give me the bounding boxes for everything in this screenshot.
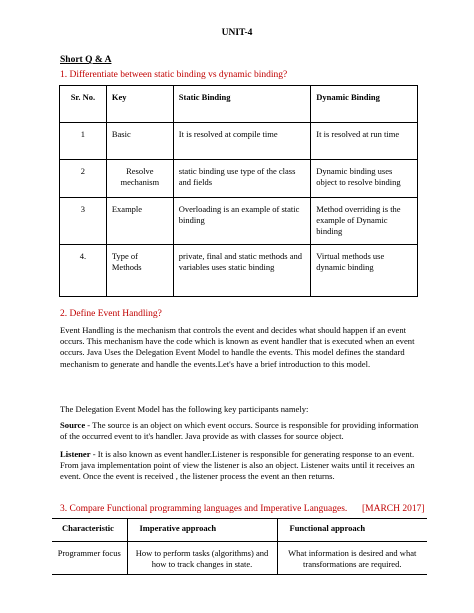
cell: It is resolved at compile time bbox=[173, 123, 311, 160]
cell: Type of Methods bbox=[106, 245, 173, 297]
table-header-row bbox=[52, 519, 427, 542]
cell: 3 bbox=[60, 198, 107, 245]
cell: Method overriding is the example of Dynamic binding bbox=[311, 198, 418, 245]
cell: Programmer focus bbox=[52, 542, 127, 575]
delegation-model-paragraph: The Delegation Event Model has the following key participants namely: bbox=[60, 404, 309, 414]
cell: 2 bbox=[60, 160, 107, 198]
cell: 1 bbox=[60, 123, 107, 160]
cell: Example bbox=[106, 198, 173, 245]
table-row bbox=[60, 245, 418, 297]
cell: Basic bbox=[106, 123, 173, 160]
cell: Overloading is an example of static binding bbox=[173, 198, 311, 245]
binding-comparison-table bbox=[59, 85, 418, 297]
table-row bbox=[60, 123, 418, 160]
unit-title: UNIT-4 bbox=[221, 28, 253, 38]
header-imperative: Imperative approach bbox=[127, 519, 277, 542]
event-handling-paragraph: Event Handling is the mechanism that controls the event and decides what should happen if an event occurs. This mechanism have the code which is known as event handler that is executed when an event occurs. Java Uses the Delegation Event Model to handle the events. This model defines the standard mechanism to generate and handle the events.Let's have a brief introduction to this model. bbox=[60, 325, 415, 369]
cell: What information is desired and what transformations are required. bbox=[277, 542, 427, 575]
table-header-row bbox=[60, 86, 418, 123]
source-term: Source bbox=[60, 420, 86, 430]
source-text: - The source is an object on which event occurs. Source is responsible for providing information of the occurred event to it's handler. Java provide as with classes for source object. bbox=[60, 420, 419, 442]
section-title: Short Q & A bbox=[60, 55, 112, 65]
cell: Resolve mechanism bbox=[106, 160, 173, 198]
listener-term: Listener bbox=[60, 449, 91, 459]
cell: How to perform tasks (algorithms) and how to track changes in state. bbox=[127, 542, 277, 575]
header-key: Key bbox=[106, 86, 173, 123]
table-row bbox=[60, 160, 418, 198]
question-1: 1. Differentiate between static binding vs dynamic binding? bbox=[60, 70, 288, 80]
listener-text: - It is also known as event handler.Listener is responsible for generating response to an event. From java implementation point of view the listener is also an object. Listener waits until it receives an event. Once the event is received , the listener process the event an then returns. bbox=[60, 449, 415, 482]
question-3-date: [MARCH 2017] bbox=[362, 504, 425, 514]
cell: Virtual methods use dynamic binding bbox=[311, 245, 418, 297]
cell: 4. bbox=[60, 245, 107, 297]
table-row bbox=[60, 198, 418, 245]
source-paragraph bbox=[60, 420, 420, 442]
header-static-binding: Static Binding bbox=[173, 86, 311, 123]
header-sr-no: Sr. No. bbox=[60, 86, 107, 123]
cell: static binding use type of the class and fields bbox=[173, 160, 311, 198]
header-characteristic: Characteristic bbox=[52, 519, 127, 542]
table-row bbox=[52, 542, 427, 575]
question-2: 2. Define Event Handling? bbox=[60, 309, 162, 319]
question-3: 3. Compare Functional programming languages and Imperative Languages. bbox=[60, 504, 348, 514]
cell: Dynamic binding uses object to resolve binding bbox=[311, 160, 418, 198]
cell: private, final and static methods and variables uses static binding bbox=[173, 245, 311, 297]
listener-paragraph bbox=[60, 449, 420, 483]
header-dynamic-binding: Dynamic Binding bbox=[311, 86, 418, 123]
header-functional: Functional approach bbox=[277, 519, 427, 542]
paradigm-comparison-table bbox=[52, 518, 427, 575]
cell: It is resolved at run time bbox=[311, 123, 418, 160]
